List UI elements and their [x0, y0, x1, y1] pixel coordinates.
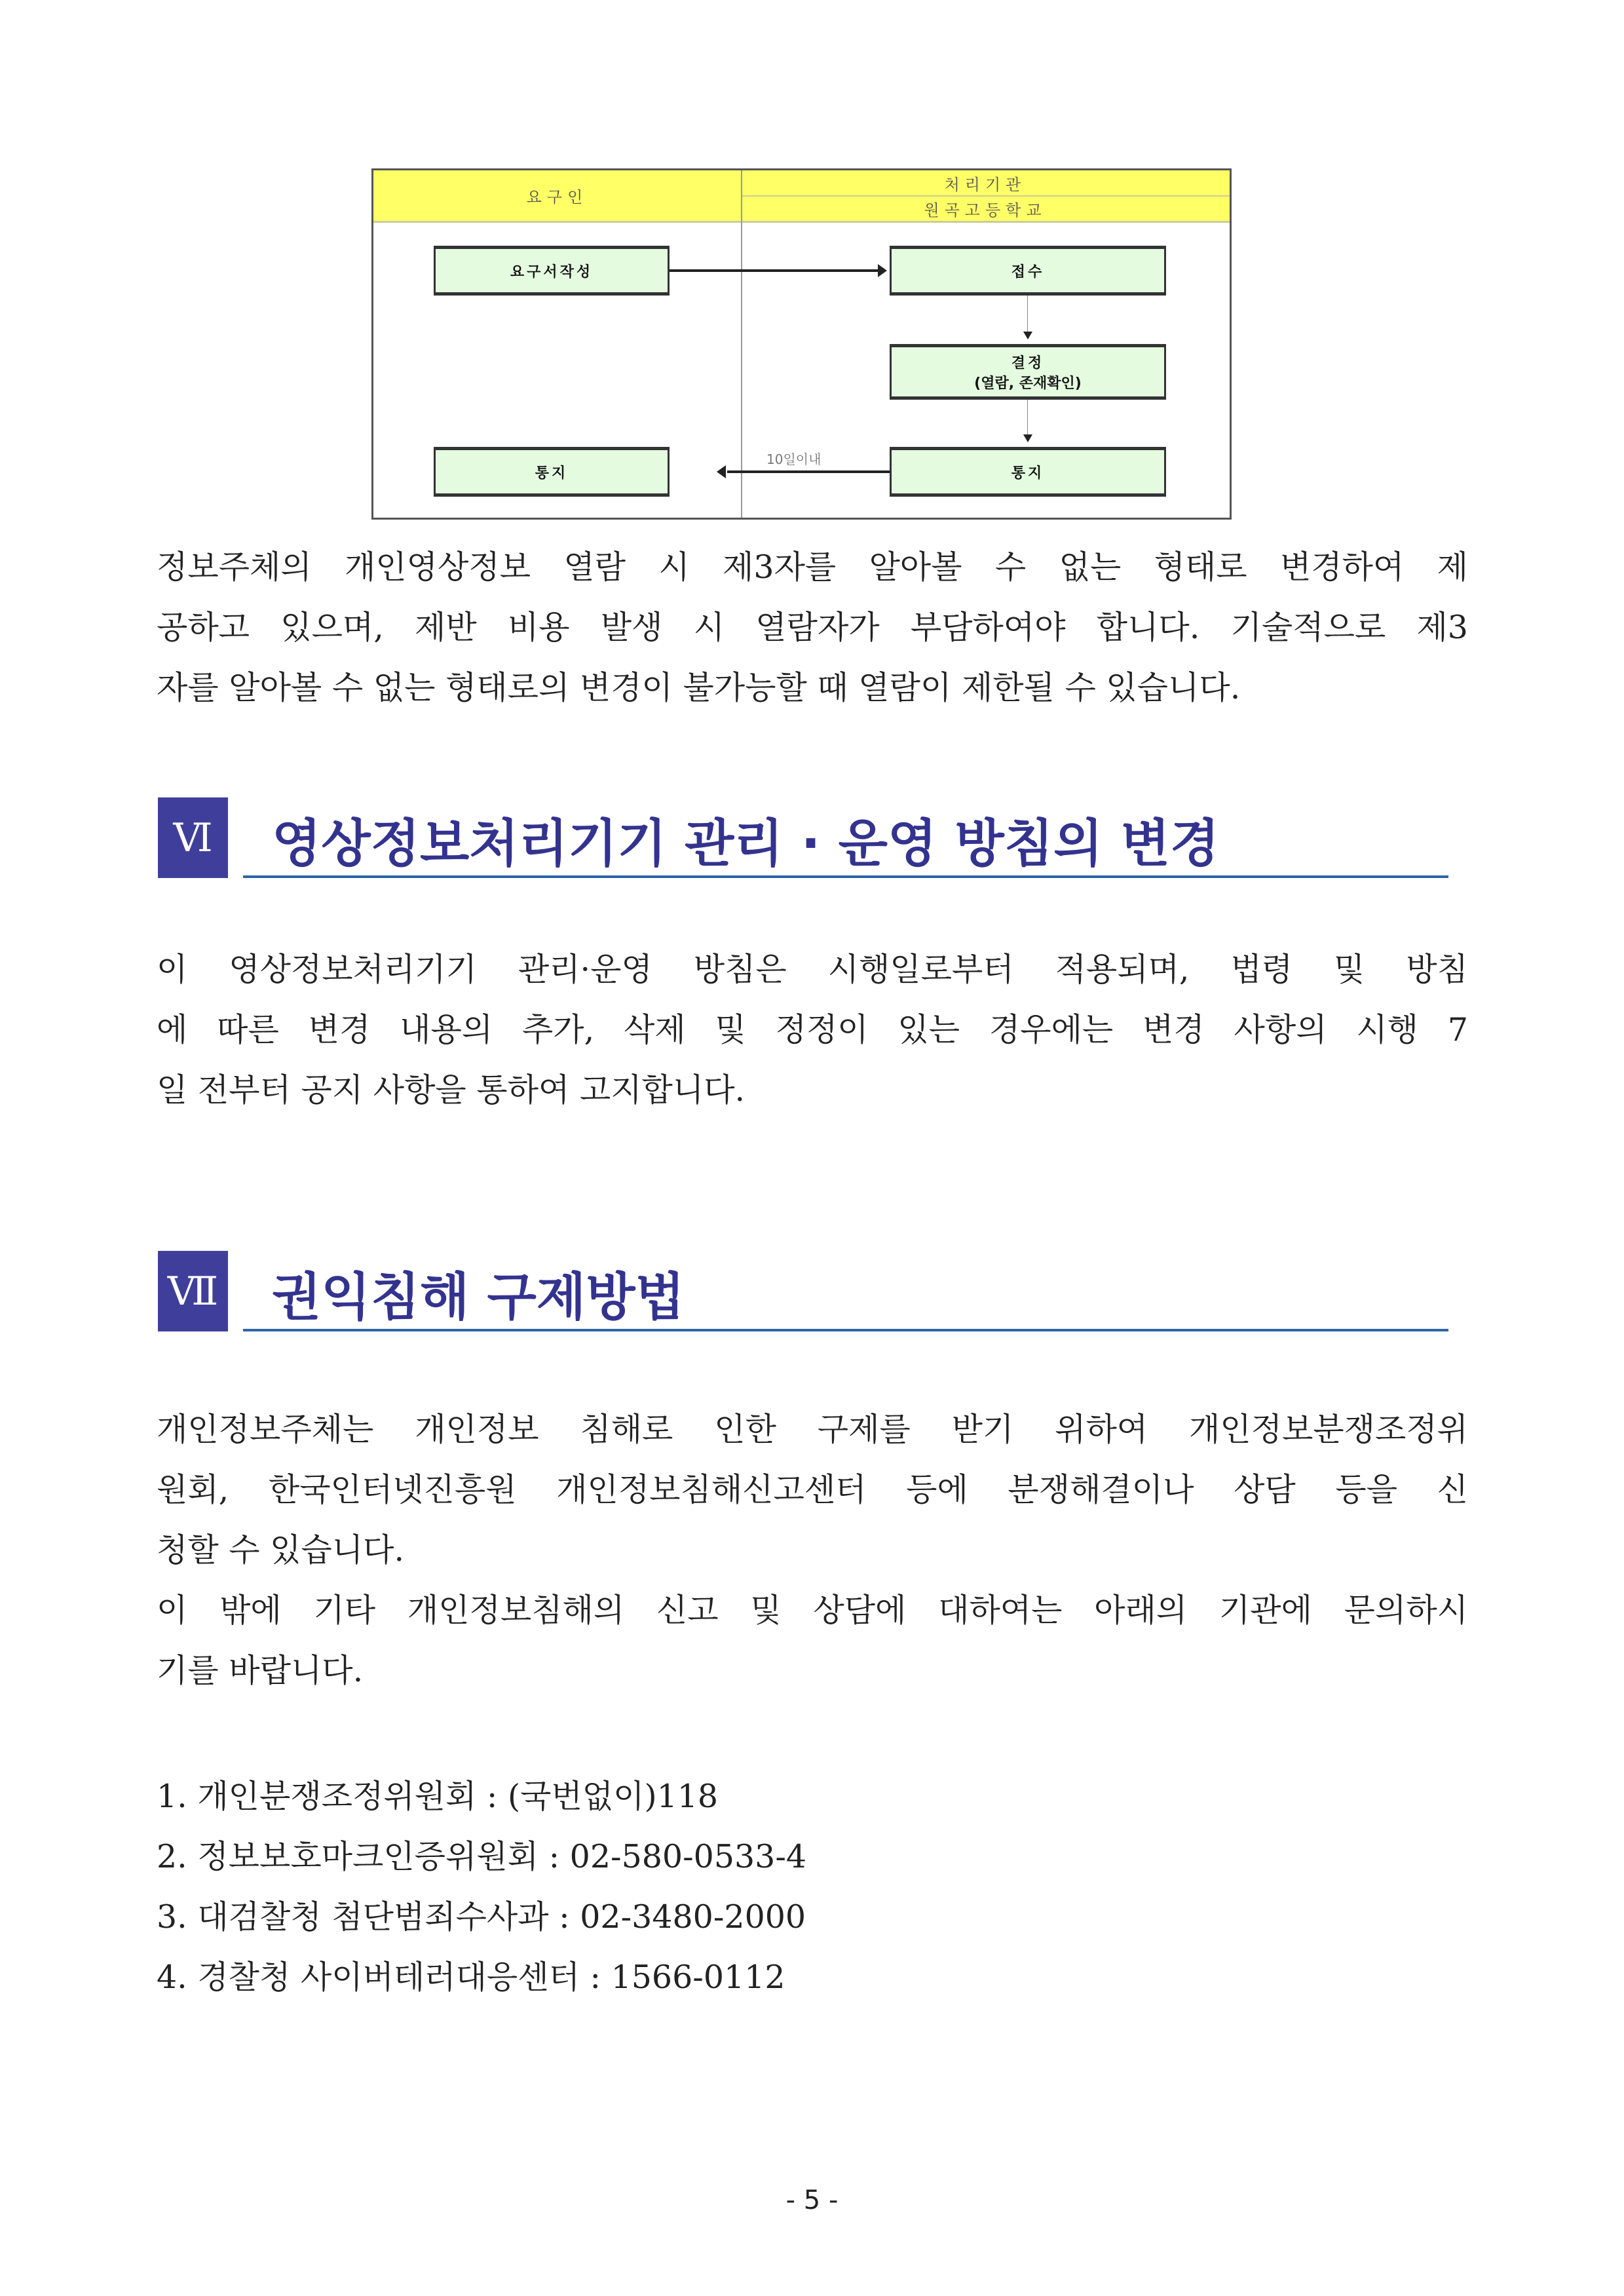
arrow-decide-to-notify: [1027, 400, 1028, 438]
arrow-label: 10일이내: [766, 451, 821, 467]
section-7-underline: [243, 1329, 1448, 1331]
box-decide: [890, 344, 1166, 400]
remedy-paragraph: [157, 1400, 1468, 1701]
text-line: 정보주체의 개인영상정보 열람 시 제3자를 알아볼 수 없는 형태로 변경하여 제: [157, 548, 1468, 586]
section-7-number: Ⅶ: [158, 1251, 228, 1331]
contact-item: 4. 경찰청 사이버테러대응센터 : 1566-0112: [157, 1959, 785, 1996]
policy-change-paragraph: [157, 940, 1468, 1120]
text-line: 이 영상정보처리기기 관리·운영 방침은 시행일로부터 적용되며, 법령 및 방침: [157, 951, 1468, 988]
text-line: 일 전부터 공지 사항을 통하여 고지합니다.: [157, 1071, 746, 1109]
section-6-underline: [243, 875, 1448, 878]
box-request: [434, 246, 670, 296]
text-line: 이 밖에 기타 개인정보침해의 신고 및 상담에 대하여는 아래의 기관에 문의하시: [157, 1592, 1468, 1629]
viewing-paragraph: [157, 537, 1468, 718]
section-6-title: 영상정보처리기기 관리 · 운영 방침의 변경: [272, 814, 1220, 873]
text-line: 원회, 한국인터넷진흥원 개인정보침해신고센터 등에 분쟁해결이나 상담 등을 신: [157, 1471, 1468, 1508]
text-line: 자를 알아볼 수 없는 형태로의 변경이 불가능할 때 열람이 제한될 수 있습니다.: [157, 669, 1241, 706]
text-line: 공하고 있으며, 제반 비용 발생 시 열람자가 부담하여야 합니다. 기술적으로 제3: [157, 609, 1468, 646]
text-line: 기를 바랍니다.: [157, 1652, 364, 1689]
arrow-request-to-receive: [670, 269, 879, 272]
box-notify-right-label: 통지: [1011, 465, 1045, 482]
page-number: - 5 -: [785, 2185, 839, 2215]
requester-header: 요구인: [373, 170, 741, 223]
text-line: 개인정보주체는 개인정보 침해로 인한 구제를 받기 위하여 개인정보분쟁조정위: [157, 1411, 1468, 1448]
box-request-label: 요구서작성: [510, 263, 594, 280]
contact-item: 3. 대검찰청 첨단범죄수사과 : 02-3480-2000: [157, 1898, 806, 1936]
lane-divider: [741, 170, 742, 518]
section-6-number: Ⅵ: [158, 797, 228, 878]
box-notify-right: [890, 447, 1166, 497]
box-receive-label: 접수: [1011, 263, 1045, 280]
arrowhead-right-icon: [878, 264, 887, 277]
arrowhead-left-icon: [717, 465, 726, 478]
box-decide-sublabel: (열람, 존재확인): [974, 375, 1082, 392]
box-receive: [890, 246, 1166, 296]
arrow-notify-to-requester: [727, 470, 890, 473]
processor-name: 원곡고등학교: [741, 197, 1230, 223]
flow-diagram: [371, 168, 1232, 520]
arrowhead-down-icon: [1023, 434, 1032, 442]
contact-item: 2. 정보보호마크인증위원회 : 02-580-0533-4: [157, 1838, 807, 1875]
text-line: 에 따른 변경 내용의 추가, 삭제 및 정정이 있는 경우에는 변경 사항의 시행 7: [157, 1011, 1469, 1048]
contact-item: 1. 개인분쟁조정위원회 : (국번없이)118: [157, 1778, 719, 1815]
box-notify-left: [434, 447, 670, 497]
section-7-title: 권익침해 구제방법: [272, 1268, 685, 1327]
arrowhead-down-icon: [1023, 332, 1032, 339]
box-decide-label: 결정: [1011, 354, 1045, 372]
arrow-receive-to-decide: [1027, 296, 1028, 335]
processor-header: 처리기관: [741, 170, 1230, 197]
text-line: 청할 수 있습니다.: [157, 1531, 405, 1569]
box-notify-left-label: 통지: [535, 465, 569, 482]
contact-list: [157, 1767, 806, 2008]
